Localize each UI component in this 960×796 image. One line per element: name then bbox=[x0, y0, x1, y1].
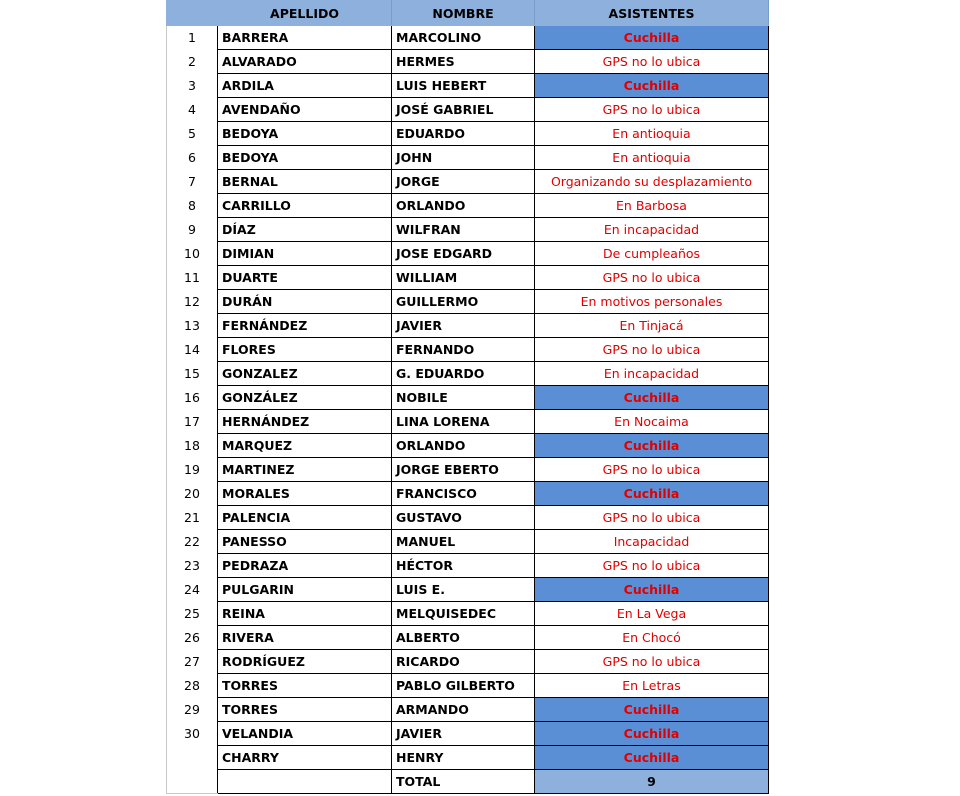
nombre-cell: ORLANDO bbox=[392, 434, 535, 458]
apellido-cell: TORRES bbox=[218, 674, 392, 698]
apellido-cell: DURÁN bbox=[218, 290, 392, 314]
header-row bbox=[167, 1, 769, 26]
nombre-cell: ARMANDO bbox=[392, 698, 535, 722]
row-number: 18 bbox=[167, 434, 218, 458]
nombre-cell: MANUEL bbox=[392, 530, 535, 554]
asistentes-cell: En antioquia bbox=[535, 122, 769, 146]
asistentes-cell: Incapacidad bbox=[535, 530, 769, 554]
row-number: 6 bbox=[167, 146, 218, 170]
nombre-cell: ALBERTO bbox=[392, 626, 535, 650]
apellido-cell: DÍAZ bbox=[218, 218, 392, 242]
table-row bbox=[167, 290, 769, 314]
asistentes-cell: En incapacidad bbox=[535, 218, 769, 242]
header-nombre: NOMBRE bbox=[392, 1, 535, 26]
apellido-cell: CHARRY bbox=[218, 746, 392, 770]
nombre-cell: PABLO GILBERTO bbox=[392, 674, 535, 698]
row-number: 3 bbox=[167, 74, 218, 98]
asistentes-cell: GPS no lo ubica bbox=[535, 50, 769, 74]
asistentes-cell: Cuchilla bbox=[535, 386, 769, 410]
asistentes-cell: Cuchilla bbox=[535, 434, 769, 458]
nombre-cell: HÉCTOR bbox=[392, 554, 535, 578]
asistentes-cell: En motivos personales bbox=[535, 290, 769, 314]
nombre-cell: LUIS HEBERT bbox=[392, 74, 535, 98]
asistentes-cell: En Barbosa bbox=[535, 194, 769, 218]
row-number: 9 bbox=[167, 218, 218, 242]
nombre-cell: JORGE EBERTO bbox=[392, 458, 535, 482]
asistentes-cell: GPS no lo ubica bbox=[535, 458, 769, 482]
table-row bbox=[167, 410, 769, 434]
table-row bbox=[167, 98, 769, 122]
apellido-cell: TORRES bbox=[218, 698, 392, 722]
apellido-cell: BERNAL bbox=[218, 170, 392, 194]
table-row bbox=[167, 626, 769, 650]
table-row bbox=[167, 722, 769, 746]
nombre-cell: HENRY bbox=[392, 746, 535, 770]
row-number: 16 bbox=[167, 386, 218, 410]
row-number: 4 bbox=[167, 98, 218, 122]
asistentes-cell: GPS no lo ubica bbox=[535, 338, 769, 362]
asistentes-cell: En Letras bbox=[535, 674, 769, 698]
table-row bbox=[167, 122, 769, 146]
table-row bbox=[167, 482, 769, 506]
asistentes-cell: Cuchilla bbox=[535, 578, 769, 602]
table-row bbox=[167, 146, 769, 170]
table-body bbox=[167, 26, 769, 770]
row-number: 7 bbox=[167, 170, 218, 194]
nombre-cell: MARCOLINO bbox=[392, 26, 535, 50]
table-row bbox=[167, 746, 769, 770]
asistentes-cell: En incapacidad bbox=[535, 362, 769, 386]
nombre-cell: MELQUISEDEC bbox=[392, 602, 535, 626]
header-num bbox=[167, 1, 218, 26]
apellido-cell: VELANDIA bbox=[218, 722, 392, 746]
row-number: 10 bbox=[167, 242, 218, 266]
row-number: 8 bbox=[167, 194, 218, 218]
header-apellido: APELLIDO bbox=[218, 1, 392, 26]
asistentes-cell: Cuchilla bbox=[535, 746, 769, 770]
row-number: 5 bbox=[167, 122, 218, 146]
apellido-cell: DIMIAN bbox=[218, 242, 392, 266]
row-number: 17 bbox=[167, 410, 218, 434]
attendance-table bbox=[166, 0, 769, 794]
table-row bbox=[167, 74, 769, 98]
apellido-cell: ARDILA bbox=[218, 74, 392, 98]
asistentes-cell: En Nocaima bbox=[535, 410, 769, 434]
row-number: 30 bbox=[167, 722, 218, 746]
total-row bbox=[167, 770, 769, 794]
nombre-cell: WILLIAM bbox=[392, 266, 535, 290]
asistentes-cell: Cuchilla bbox=[535, 26, 769, 50]
row-number: 1 bbox=[167, 26, 218, 50]
row-number: 21 bbox=[167, 506, 218, 530]
apellido-cell: MARTINEZ bbox=[218, 458, 392, 482]
row-number: 15 bbox=[167, 362, 218, 386]
apellido-cell: BEDOYA bbox=[218, 122, 392, 146]
apellido-cell: FLORES bbox=[218, 338, 392, 362]
nombre-cell: WILFRAN bbox=[392, 218, 535, 242]
asistentes-cell: Cuchilla bbox=[535, 482, 769, 506]
table-row bbox=[167, 434, 769, 458]
nombre-cell: FERNANDO bbox=[392, 338, 535, 362]
asistentes-cell: De cumpleaños bbox=[535, 242, 769, 266]
total-label: TOTAL bbox=[392, 770, 535, 794]
nombre-cell: LUIS E. bbox=[392, 578, 535, 602]
row-number: 25 bbox=[167, 602, 218, 626]
nombre-cell: EDUARDO bbox=[392, 122, 535, 146]
nombre-cell: RICARDO bbox=[392, 650, 535, 674]
asistentes-cell: En La Vega bbox=[535, 602, 769, 626]
apellido-cell: GONZÁLEZ bbox=[218, 386, 392, 410]
table-row bbox=[167, 386, 769, 410]
row-number: 23 bbox=[167, 554, 218, 578]
asistentes-cell: GPS no lo ubica bbox=[535, 506, 769, 530]
table-row bbox=[167, 554, 769, 578]
table-row bbox=[167, 338, 769, 362]
nombre-cell: JORGE bbox=[392, 170, 535, 194]
apellido-cell: DUARTE bbox=[218, 266, 392, 290]
total-value: 9 bbox=[535, 770, 769, 794]
apellido-cell: CARRILLO bbox=[218, 194, 392, 218]
table-row bbox=[167, 362, 769, 386]
row-number: 13 bbox=[167, 314, 218, 338]
table-row bbox=[167, 26, 769, 50]
row-number: 11 bbox=[167, 266, 218, 290]
table-row bbox=[167, 530, 769, 554]
nombre-cell: GUILLERMO bbox=[392, 290, 535, 314]
nombre-cell: G. EDUARDO bbox=[392, 362, 535, 386]
nombre-cell: NOBILE bbox=[392, 386, 535, 410]
table-row bbox=[167, 194, 769, 218]
row-number: 20 bbox=[167, 482, 218, 506]
apellido-cell: PULGARIN bbox=[218, 578, 392, 602]
apellido-cell: MORALES bbox=[218, 482, 392, 506]
asistentes-cell: En Chocó bbox=[535, 626, 769, 650]
table-row bbox=[167, 650, 769, 674]
row-number: 19 bbox=[167, 458, 218, 482]
row-number bbox=[167, 746, 218, 770]
table-row bbox=[167, 314, 769, 338]
header-asistentes: ASISTENTES bbox=[535, 1, 769, 26]
row-number: 28 bbox=[167, 674, 218, 698]
asistentes-cell: GPS no lo ubica bbox=[535, 554, 769, 578]
table-row bbox=[167, 602, 769, 626]
row-number: 12 bbox=[167, 290, 218, 314]
asistentes-cell: Organizando su desplazamiento bbox=[535, 170, 769, 194]
table-row bbox=[167, 170, 769, 194]
apellido-cell: ALVARADO bbox=[218, 50, 392, 74]
nombre-cell: JAVIER bbox=[392, 314, 535, 338]
apellido-cell: RIVERA bbox=[218, 626, 392, 650]
row-number: 2 bbox=[167, 50, 218, 74]
apellido-cell: REINA bbox=[218, 602, 392, 626]
nombre-cell: LINA LORENA bbox=[392, 410, 535, 434]
total-num-cell bbox=[167, 770, 218, 794]
apellido-cell: AVENDAÑO bbox=[218, 98, 392, 122]
asistentes-cell: En Tinjacá bbox=[535, 314, 769, 338]
asistentes-cell: GPS no lo ubica bbox=[535, 98, 769, 122]
table-row bbox=[167, 218, 769, 242]
table-row bbox=[167, 458, 769, 482]
table-row bbox=[167, 50, 769, 74]
row-number: 26 bbox=[167, 626, 218, 650]
row-number: 24 bbox=[167, 578, 218, 602]
nombre-cell: GUSTAVO bbox=[392, 506, 535, 530]
nombre-cell: JAVIER bbox=[392, 722, 535, 746]
row-number: 14 bbox=[167, 338, 218, 362]
row-number: 27 bbox=[167, 650, 218, 674]
apellido-cell: FERNÁNDEZ bbox=[218, 314, 392, 338]
asistentes-cell: Cuchilla bbox=[535, 74, 769, 98]
apellido-cell: MARQUEZ bbox=[218, 434, 392, 458]
row-number: 29 bbox=[167, 698, 218, 722]
table-row bbox=[167, 506, 769, 530]
apellido-cell: HERNÁNDEZ bbox=[218, 410, 392, 434]
nombre-cell: ORLANDO bbox=[392, 194, 535, 218]
nombre-cell: JOSE EDGARD bbox=[392, 242, 535, 266]
nombre-cell: JOSÉ GABRIEL bbox=[392, 98, 535, 122]
nombre-cell: JOHN bbox=[392, 146, 535, 170]
row-number: 22 bbox=[167, 530, 218, 554]
apellido-cell: GONZALEZ bbox=[218, 362, 392, 386]
table-row bbox=[167, 578, 769, 602]
asistentes-cell: Cuchilla bbox=[535, 698, 769, 722]
nombre-cell: HERMES bbox=[392, 50, 535, 74]
asistentes-cell: GPS no lo ubica bbox=[535, 650, 769, 674]
apellido-cell: PANESSO bbox=[218, 530, 392, 554]
apellido-cell: PEDRAZA bbox=[218, 554, 392, 578]
table-row bbox=[167, 266, 769, 290]
apellido-cell: BARRERA bbox=[218, 26, 392, 50]
table-row bbox=[167, 698, 769, 722]
table-row bbox=[167, 674, 769, 698]
asistentes-cell: Cuchilla bbox=[535, 722, 769, 746]
table-row bbox=[167, 242, 769, 266]
apellido-cell: PALENCIA bbox=[218, 506, 392, 530]
nombre-cell: FRANCISCO bbox=[392, 482, 535, 506]
apellido-cell: RODRÍGUEZ bbox=[218, 650, 392, 674]
asistentes-cell: GPS no lo ubica bbox=[535, 266, 769, 290]
total-blank-cell bbox=[218, 770, 392, 794]
asistentes-cell: En antioquia bbox=[535, 146, 769, 170]
apellido-cell: BEDOYA bbox=[218, 146, 392, 170]
